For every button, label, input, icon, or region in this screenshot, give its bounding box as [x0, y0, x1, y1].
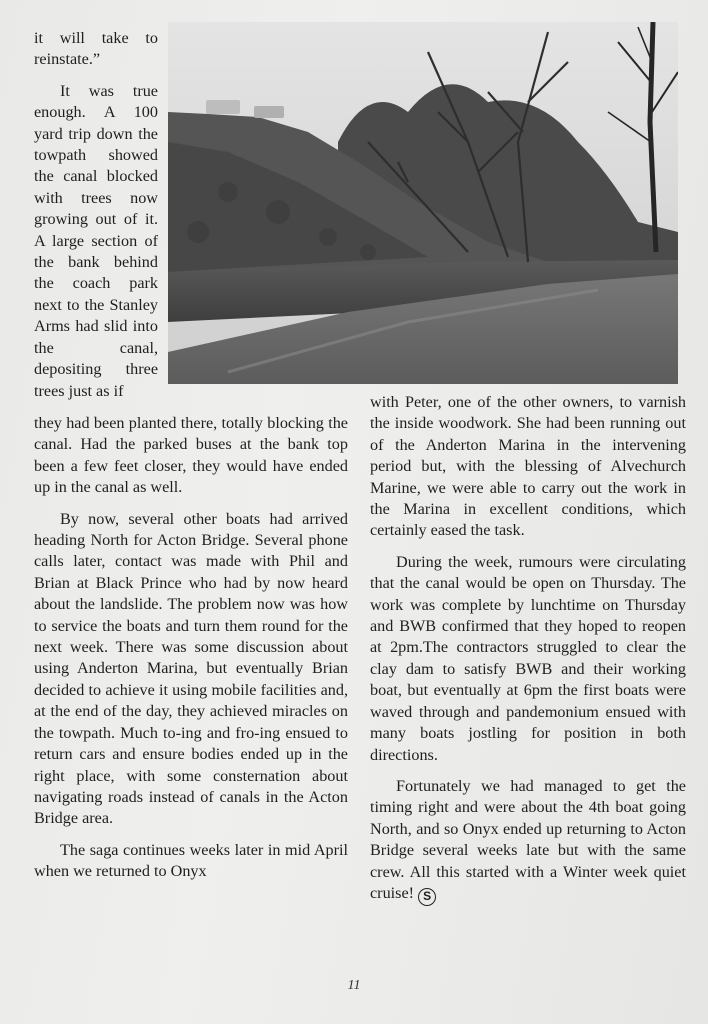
left-text-column: [34, 413, 348, 893]
paragraph-6-text: Fortunately we had managed to get the timing right and were about the 4th boat going North, and so Onyx ended up returning to Acton Bridge several weeks late but with the same crew. All this started with a Winter week quiet cruise!: [370, 776, 686, 902]
paragraph-6: [370, 776, 686, 906]
page-number: 11: [347, 978, 361, 993]
paragraph-2-start: It was true enough. A 100 yard trip down the towpath showed the canal blocked with trees now growing out of it. A large section of the bank behind the coach park next to the Stanley Arms had slid into the canal, depositing three trees just as if: [34, 81, 158, 400]
end-mark-icon: S: [418, 888, 436, 906]
paragraph-4-start: The saga continues weeks later in mid April when we returned to Onyx: [34, 840, 348, 881]
paragraph-3: By now, several other boats had arrived heading North for Acton Bridge. Several phone calls later, contact was made with Phil and Brian at Black Prince who had by now heard about the landslide. The problem now was how to service the boats and turn them round for the next week. There was some discussion about using Anderton Marina, but eventually Brian decided to achieve it using mobile facilities and, at the end of the day, they achieved miracles on the towpath. Much to-ing and fro-ing ensued to return cars and ensure bodies ended up in the right place, with some consternation about navigating roads instead of canals in the Acton Bridge area.: [34, 509, 348, 828]
paragraph-1: it will take to reinstate.”: [34, 29, 158, 69]
narrow-text-column: [34, 28, 158, 412]
right-text-column: [370, 392, 686, 916]
paragraph-2-continued: they had been planted there, totally blocking the canal. Had the parked buses at the bank top been a few feet closer, they would have ended up in the canal as well.: [34, 414, 348, 497]
canal-landslide-photo: [168, 22, 678, 384]
paragraph-4-continued: with Peter, one of the other owners, to varnish the inside woodwork. She had been running out of the Anderton Marina in the intervening period but, with the blessing of Alvechurch Marine, we were able to carry out the work in the Marina in excellent conditions, which certainly eased the task.: [370, 393, 686, 540]
paragraph-5: During the week, rumours were circulating that the canal would be open on Thursday. The work was complete by lunchtime on Thursday and BWB confirmed that they hoped to reopen at 2pm.The contractors struggled to clear the clay dam to satisfy BWB and their working boat, but eventually at 6pm the first boats were waved through and pandemonium ensued with many boats jostling for position in both directions.: [370, 552, 686, 764]
photo-illustration: [168, 22, 678, 384]
